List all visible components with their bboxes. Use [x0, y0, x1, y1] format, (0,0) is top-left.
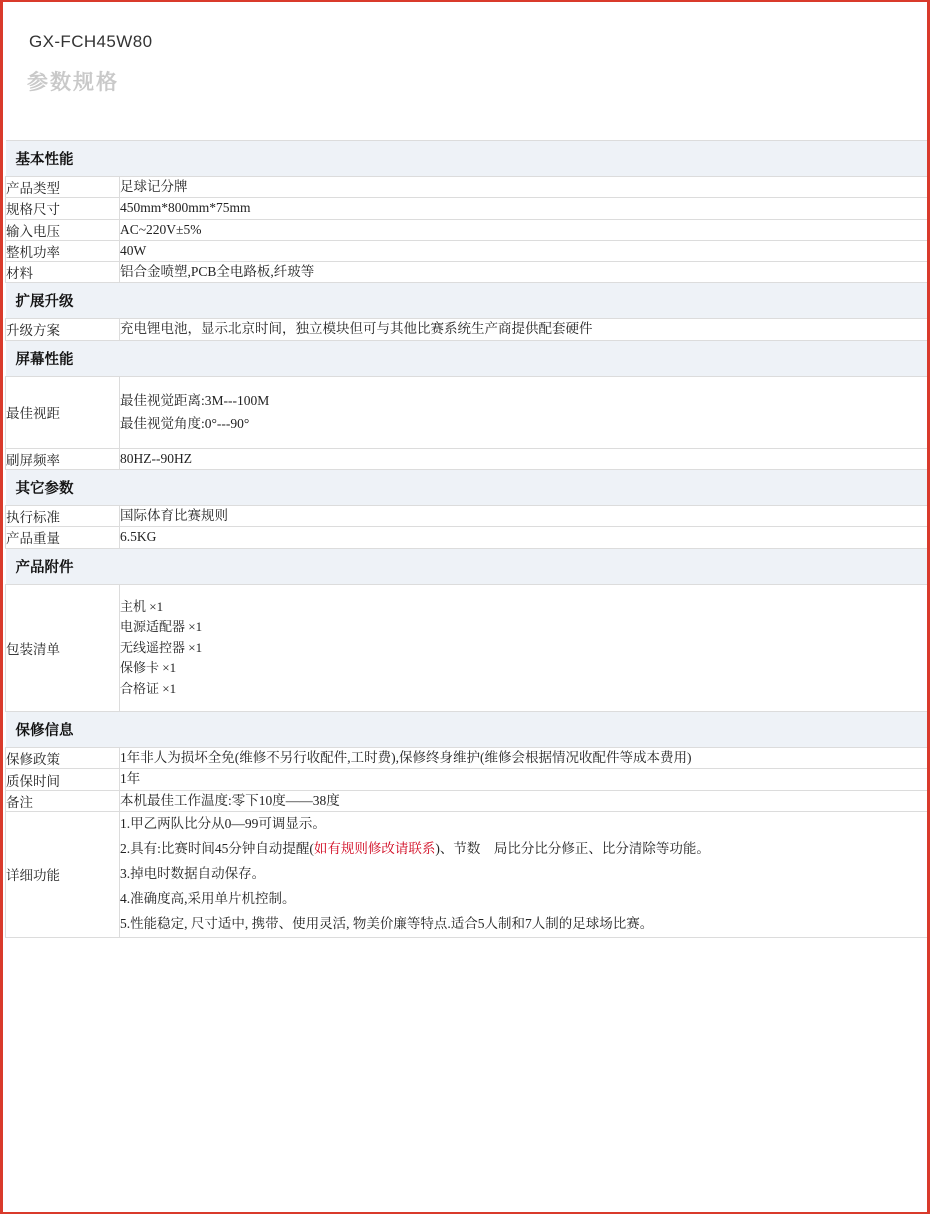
row-value: 国际体育比赛规则 — [120, 506, 930, 527]
row-label: 质保时间 — [6, 769, 120, 790]
row-value-line: 无线遥控器 ×1 — [120, 639, 203, 655]
row-label: 产品重量 — [6, 527, 120, 548]
row-value: 足球记分牌 — [120, 177, 930, 198]
row-label: 包装清单 — [6, 584, 120, 712]
row-label: 备注 — [6, 790, 120, 811]
table-row — [6, 177, 930, 198]
row-label: 整机功率 — [6, 240, 120, 261]
table-row — [6, 748, 930, 769]
row-label: 材料 — [6, 262, 120, 283]
table-row — [6, 219, 930, 240]
group-title: 扩展升级 — [6, 283, 930, 319]
group-title: 其它参数 — [6, 470, 930, 506]
row-label: 保修政策 — [6, 748, 120, 769]
feature-line: 3.掉电时数据自动保存。 — [120, 865, 266, 881]
row-label: 执行标准 — [6, 506, 120, 527]
row-value: 铝合金喷塑,PCB全电路板,纤玻等 — [120, 262, 930, 283]
group-header-row — [6, 712, 930, 748]
table-row — [6, 198, 930, 219]
table-row — [6, 790, 930, 811]
row-label: 输入电压 — [6, 219, 120, 240]
group-header-row — [6, 548, 930, 584]
row-value: 450mm*800mm*75mm — [120, 198, 930, 219]
row-label: 升级方案 — [6, 319, 120, 340]
row-value-line: 最佳视觉角度:0°---90° — [120, 416, 250, 432]
row-value-line: 保修卡 ×1 — [120, 660, 177, 676]
row-label: 详细功能 — [6, 811, 120, 937]
heading-spacer — [5, 96, 925, 140]
row-value: 40W — [120, 240, 930, 261]
table-row — [6, 769, 930, 790]
row-value-line: 主机 ×1 — [120, 598, 164, 614]
table-row — [6, 527, 930, 548]
table-row — [6, 376, 930, 448]
group-header-row — [6, 283, 930, 319]
row-value-line: 电源适配器 ×1 — [120, 619, 203, 635]
feature-line: 5.性能稳定, 尺寸适中, 携带、使用灵活, 物美价廉等特点.适合5人制和7人制的足球场比赛。 — [120, 915, 654, 931]
group-title: 产品附件 — [6, 548, 930, 584]
group-title: 屏幕性能 — [6, 340, 930, 376]
feature-line: 1.甲乙两队比分从0—99可调显示。 — [120, 815, 326, 831]
table-row — [6, 506, 930, 527]
page-inner — [3, 2, 927, 1212]
row-label: 产品类型 — [6, 177, 120, 198]
row-value-features — [120, 811, 930, 937]
group-title: 基本性能 — [6, 141, 930, 177]
row-label: 刷屏频率 — [6, 448, 120, 469]
table-row — [6, 448, 930, 469]
row-value: 本机最佳工作温度:零下10度——38度 — [120, 790, 930, 811]
row-value: 充电锂电池，显示北京时间，独立模块但可与其他比赛系统生产商提供配套硬件 — [120, 319, 930, 340]
feature-line — [120, 837, 930, 862]
group-title: 保修信息 — [6, 712, 930, 748]
section-heading: 参数规格 — [27, 71, 119, 94]
row-value: 6.5KG — [120, 527, 930, 548]
feature-line-post: )、节数 局比分比分修正、比分清除等功能。 — [435, 840, 710, 856]
table-row — [6, 262, 930, 283]
row-label: 规格尺寸 — [6, 198, 120, 219]
row-value-line: 最佳视觉距离:3M---100M — [120, 392, 270, 408]
row-label: 最佳视距 — [6, 376, 120, 448]
feature-line-pre: 2.具有:比赛时间45分钟自动提醒( — [120, 840, 314, 856]
row-value: 1年非人为损坏全免(维修不另行收配件,工时费),保修终身维护(维修会根据情况收配件等成本费用) — [120, 748, 930, 769]
row-value: 1年 — [120, 769, 930, 790]
feature-line: 4.准确度高,采用单片机控制。 — [120, 890, 296, 906]
table-row-features — [6, 811, 930, 937]
row-value-line: 合格证 ×1 — [120, 680, 177, 696]
group-header-row — [6, 470, 930, 506]
group-header-row — [6, 141, 930, 177]
group-header-row — [6, 340, 930, 376]
table-row — [6, 240, 930, 261]
row-value — [120, 376, 930, 448]
feature-line-note: 如有规则修改请联系 — [313, 840, 436, 856]
row-value: AC~220V±5% — [120, 219, 930, 240]
table-row — [6, 584, 930, 712]
table-row — [6, 319, 930, 340]
product-model-title: GX-FCH45W80 — [29, 32, 153, 51]
row-value — [120, 584, 930, 712]
row-value: 80HZ--90HZ — [120, 448, 930, 469]
specifications-table — [5, 140, 930, 938]
